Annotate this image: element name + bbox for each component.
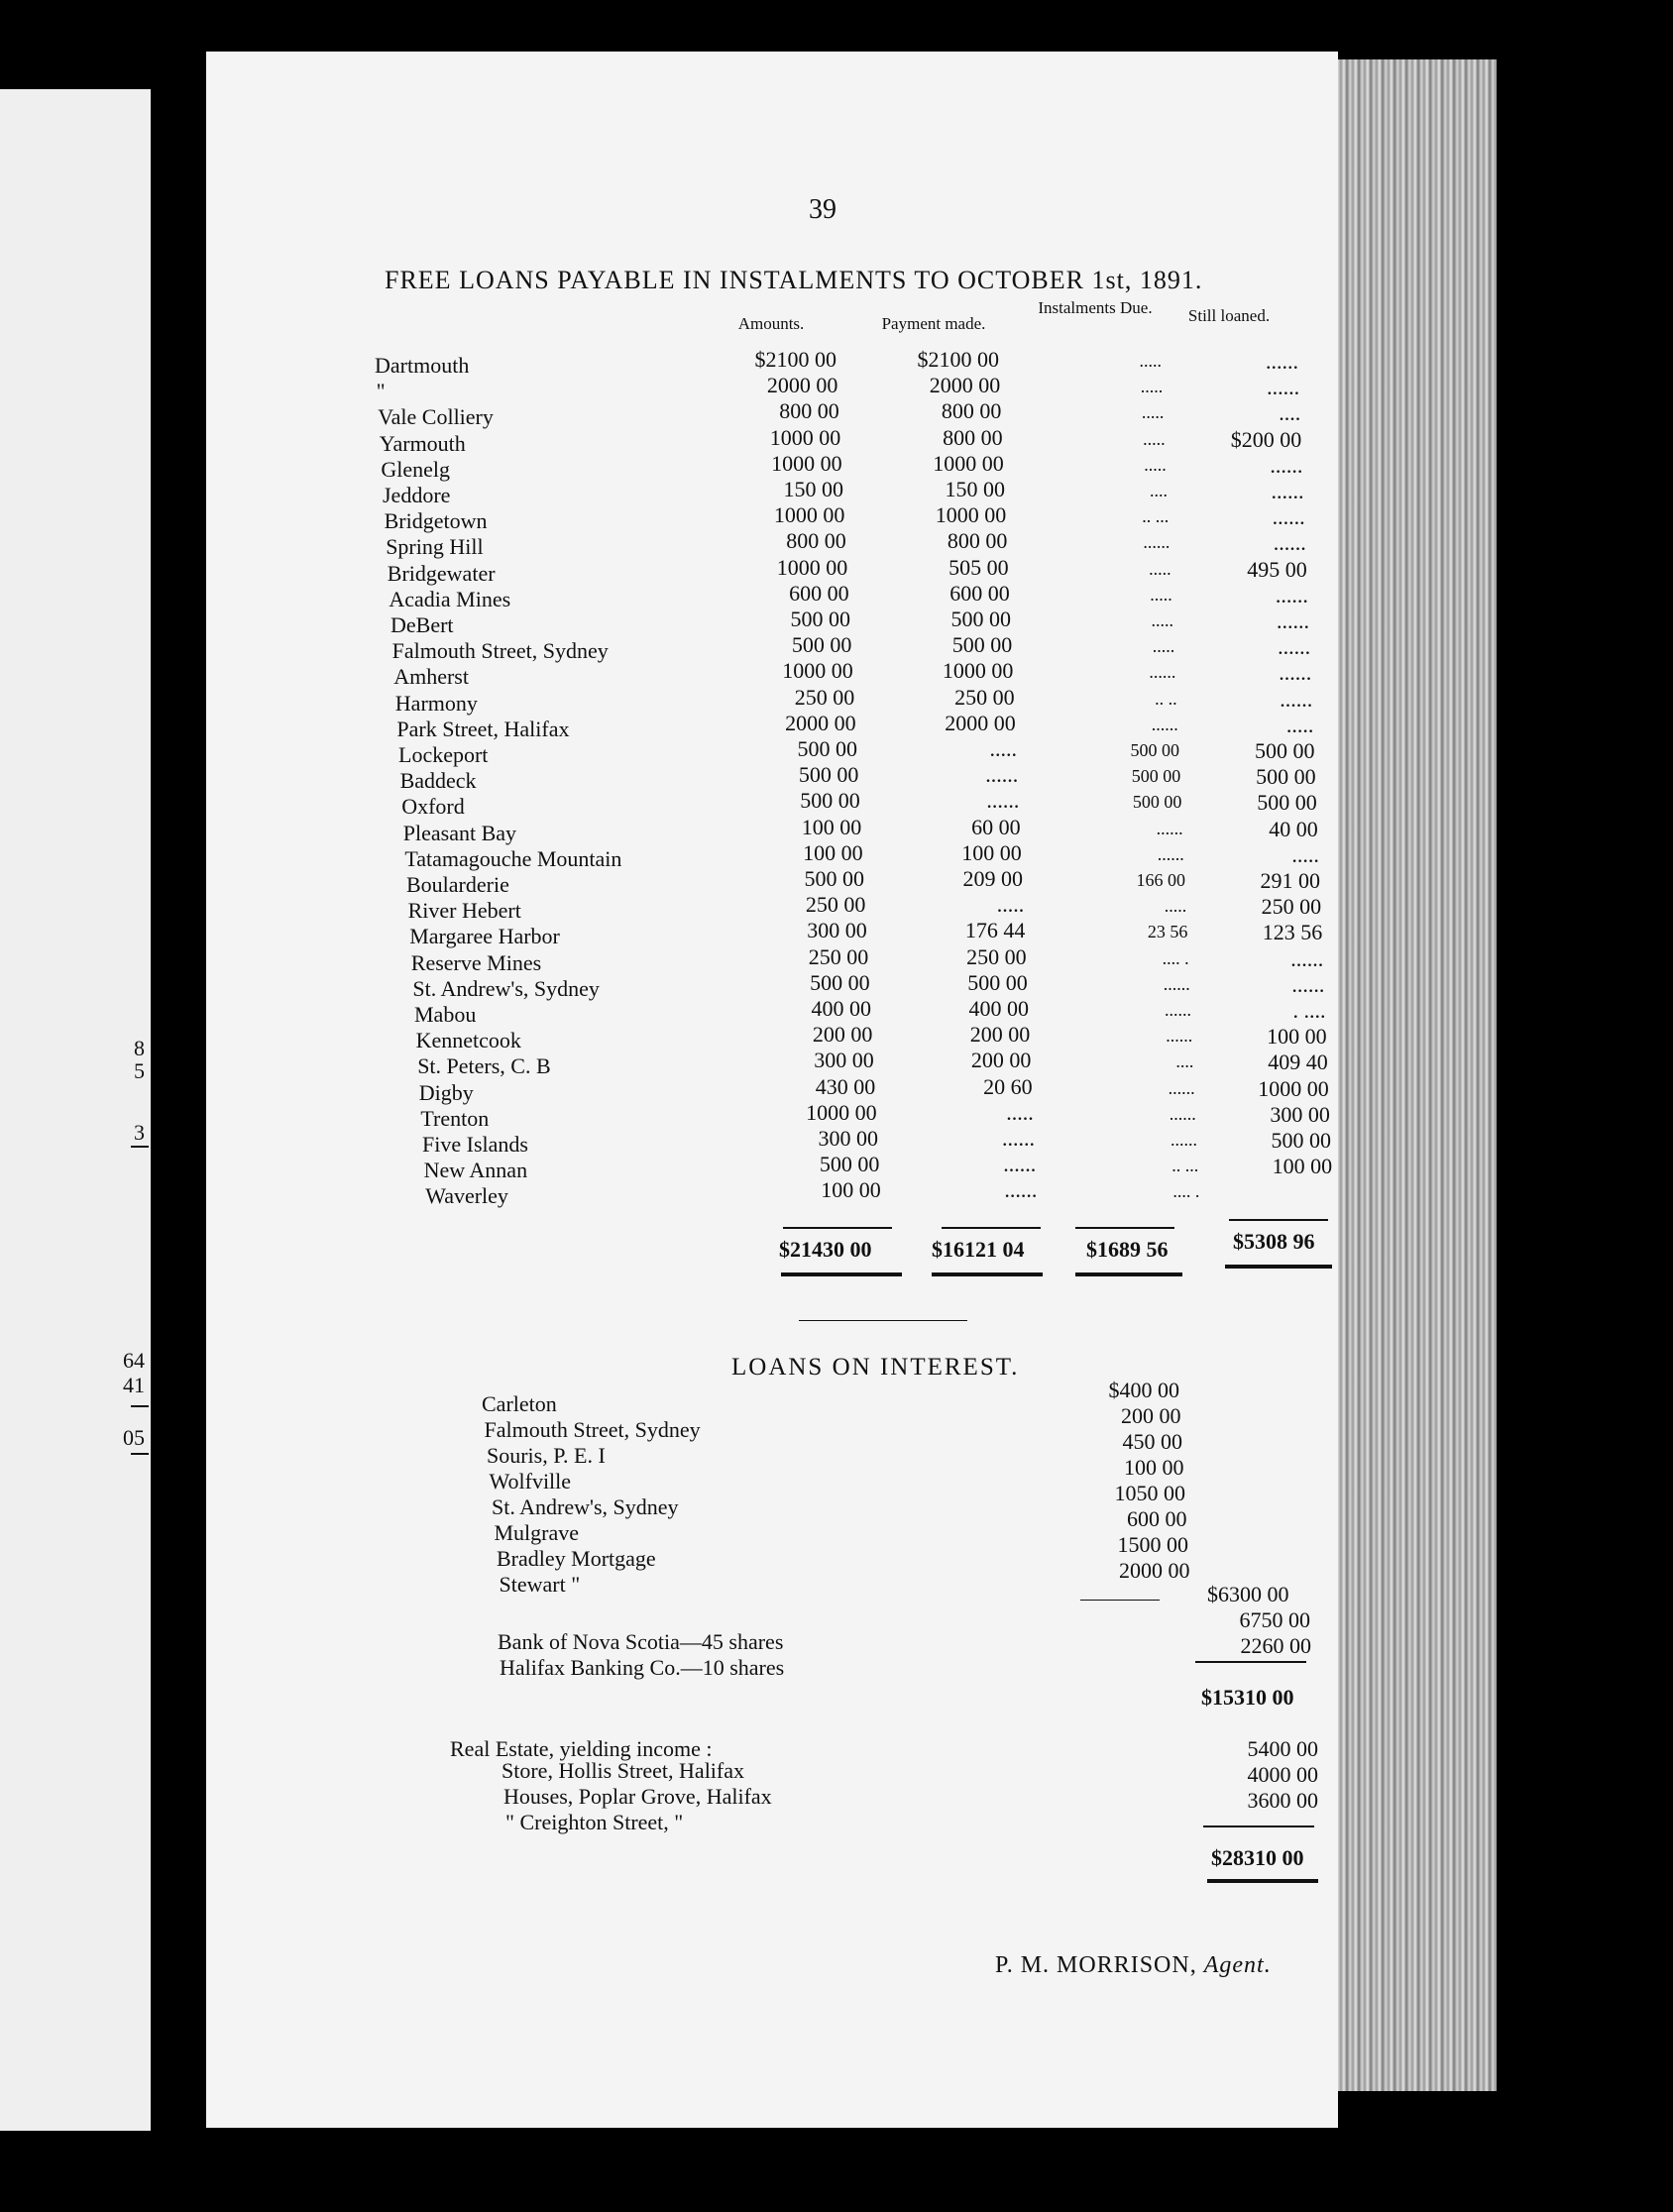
page-number: 39 — [809, 194, 836, 225]
loan-name: Tatamagouche Mountain — [404, 845, 622, 871]
amount-cell: 430 00 — [815, 1073, 876, 1099]
loan-name: Mabou — [414, 1002, 477, 1027]
payment-cell: ...... — [1003, 1152, 1037, 1177]
amount-cell: 1000 00 — [773, 502, 845, 528]
still-loaned-cell: 300 00 — [1270, 1101, 1330, 1127]
payment-cell: 200 00 — [969, 1022, 1031, 1048]
payment-cell: 800 00 — [947, 528, 1008, 554]
payment-cell: 250 00 — [966, 943, 1027, 969]
still-loaned-cell: . .... — [1292, 998, 1326, 1023]
header-instalments-due: Instalments Due. — [1038, 298, 1153, 317]
amount-cell: 200 00 — [812, 1022, 873, 1048]
payment-cell: ...... — [1004, 1177, 1038, 1203]
still-loaned-cell: 500 00 — [1271, 1128, 1331, 1153]
still-loaned-cell: 500 00 — [1256, 764, 1316, 790]
payment-cell: 100 00 — [961, 839, 1022, 865]
still-loaned-cell: 500 00 — [1257, 790, 1317, 816]
instalment-cell: ..... — [1164, 896, 1187, 917]
still-loaned-cell — [1224, 1179, 1333, 1205]
instalment-cell: ..... — [1149, 558, 1171, 579]
margin-number: 3 — [134, 1120, 145, 1145]
still-loaned-cell: ...... — [1272, 504, 1305, 530]
still-loaned-cell: $200 00 — [1230, 426, 1302, 452]
share-name: Bank of Nova Scotia—45 shares — [498, 1629, 784, 1654]
still-loaned-cell: 123 56 — [1262, 920, 1323, 945]
book-page-edges — [1338, 59, 1497, 2091]
instalment-cell: ...... — [1166, 1026, 1193, 1047]
payment-cell: 1000 00 — [933, 450, 1004, 476]
loan-name: Lockeport — [398, 742, 489, 767]
amount-cell: 500 00 — [791, 632, 852, 658]
loan-name: Vale Colliery — [378, 404, 494, 430]
amount-cell: 500 00 — [804, 866, 864, 891]
amount-cell: 2000 00 — [785, 710, 856, 735]
still-loaned-cell: ...... — [1270, 452, 1303, 478]
still-loaned-cell: 100 00 — [1267, 1024, 1327, 1050]
signature — [995, 1952, 1272, 1979]
loan-name: Boularderie — [406, 872, 509, 897]
still-loaned-cell: 409 40 — [1268, 1050, 1328, 1075]
instalment-cell: ...... — [1165, 1000, 1191, 1020]
grand-total: $28310 00 — [1211, 1845, 1304, 1870]
real-estate-amount: 3600 00 — [1247, 1788, 1318, 1813]
payment-cell: 1000 00 — [935, 502, 1007, 528]
loan-name: " — [376, 379, 386, 404]
margin-number: 41 — [123, 1373, 145, 1397]
loan-name: Baddeck — [399, 768, 477, 794]
amount-cell: 1000 00 — [782, 658, 853, 684]
amount-cell: 250 00 — [808, 943, 869, 969]
interest-loan-amount: 1050 00 — [1114, 1481, 1185, 1505]
interest-loan-amount: 200 00 — [1121, 1403, 1181, 1428]
payment-cell: ...... — [986, 788, 1020, 814]
loan-name: Dartmouth — [375, 353, 470, 378]
still-loaned-cell: ...... — [1266, 349, 1298, 374]
payment-cell: 150 00 — [945, 477, 1005, 501]
instalment-cell: ..... — [1150, 584, 1172, 605]
total-amounts: $21430 00 — [779, 1237, 872, 1262]
page-title: FREE LOANS PAYABLE IN INSTALMENTS TO OCTOBER 1st, 1891. — [385, 266, 1203, 294]
instalment-cell: ..... — [1141, 402, 1165, 423]
instalment-cell: .... . — [1162, 947, 1189, 968]
payment-cell: ..... — [989, 736, 1017, 761]
loan-name: Waverley — [425, 1183, 508, 1209]
loan-name: Bridgetown — [384, 508, 488, 534]
margin-number: 5 — [134, 1058, 145, 1083]
payment-cell: 2000 00 — [945, 710, 1016, 735]
instalment-cell: .. .. — [1155, 688, 1177, 709]
interest-loan-name: Carleton — [482, 1391, 557, 1416]
header-still-loaned: Still loaned. — [1187, 306, 1271, 325]
still-loaned-cell: ...... — [1271, 479, 1304, 503]
payment-cell: 1000 00 — [942, 658, 1014, 684]
still-loaned-cell: ...... — [1291, 971, 1325, 997]
loan-name: St. Andrew's, Sydney — [412, 975, 600, 1001]
amount-cell: 500 00 — [798, 762, 859, 788]
amount-cell: 250 00 — [805, 892, 866, 918]
amount-cell: 500 00 — [797, 736, 857, 761]
amount-cell: 250 00 — [794, 684, 855, 710]
amount-cell: 1000 00 — [771, 450, 842, 476]
loan-name: DeBert — [390, 612, 454, 637]
payment-cell: 500 00 — [951, 632, 1013, 658]
still-loaned-cell: ...... — [1275, 582, 1308, 608]
loan-name: Spring Hill — [386, 534, 484, 560]
instalment-cell: ...... — [1171, 1130, 1197, 1150]
payment-cell: ..... — [996, 892, 1025, 918]
interest-loan-amount: 1500 00 — [1117, 1532, 1188, 1557]
payment-cell: ...... — [985, 762, 1019, 788]
payment-cell: 20 60 — [983, 1073, 1033, 1099]
still-loaned-cell: ...... — [1273, 530, 1306, 556]
payment-cell: 60 00 — [971, 814, 1021, 839]
total-instalments-due: $1689 56 — [1086, 1237, 1169, 1262]
loan-name: Harmony — [394, 690, 478, 716]
payment-cell: 600 00 — [949, 580, 1010, 606]
instalment-cell: 500 00 — [1131, 766, 1181, 787]
loan-name: Acadia Mines — [389, 586, 511, 611]
loan-name: Five Islands — [422, 1132, 528, 1157]
loan-name: Kennetcook — [415, 1028, 521, 1053]
still-loaned-cell: 495 00 — [1247, 556, 1307, 582]
amount-cell: 500 00 — [790, 607, 850, 631]
facing-page-edge — [0, 89, 151, 2131]
payment-cell: 209 00 — [962, 866, 1023, 891]
real-estate-amount: 5400 00 — [1247, 1736, 1318, 1761]
amount-cell: 500 00 — [819, 1152, 880, 1177]
instalment-cell: .. ... — [1142, 506, 1170, 527]
payment-cell: 800 00 — [941, 398, 1002, 424]
instalment-cell: 23 56 — [1147, 922, 1188, 942]
amount-cell: 400 00 — [811, 996, 871, 1021]
amount-cell: 300 00 — [807, 918, 867, 943]
instalment-cell: ...... — [1156, 818, 1183, 838]
loan-name: Falmouth Street, Sydney — [391, 638, 609, 664]
shares-total: $15310 00 — [1201, 1685, 1294, 1710]
still-loaned-cell: .... — [1279, 400, 1301, 426]
interest-subtotal: $6300 00 — [1207, 1582, 1289, 1606]
still-loaned-cell: ...... — [1290, 945, 1324, 971]
amount-cell: 150 00 — [783, 477, 843, 501]
still-loaned-cell: 40 00 — [1269, 816, 1318, 841]
amount-cell: 100 00 — [803, 839, 863, 865]
instalment-cell: ...... — [1151, 714, 1178, 734]
instalment-cell: .... — [1150, 481, 1168, 500]
loan-name: Trenton — [420, 1105, 490, 1131]
still-loaned-cell: ...... — [1280, 686, 1313, 712]
interest-section-title: LOANS ON INTEREST. — [731, 1354, 1020, 1381]
margin-number: 64 — [123, 1348, 145, 1373]
still-loaned-cell: ..... — [1285, 712, 1314, 737]
share-name: Halifax Banking Co.—10 shares — [500, 1655, 785, 1680]
instalment-cell: ..... — [1151, 610, 1173, 630]
real-estate-name: Houses, Poplar Grove, Halifax — [503, 1784, 772, 1809]
payment-cell: $2100 00 — [917, 347, 999, 372]
loan-name: Digby — [418, 1079, 474, 1105]
loan-name: New Annan — [423, 1158, 528, 1183]
instalment-cell: ..... — [1144, 454, 1167, 475]
share-amount: 2260 00 — [1240, 1633, 1311, 1658]
still-loaned-cell: ...... — [1279, 660, 1312, 686]
still-loaned-cell: 1000 00 — [1258, 1075, 1329, 1101]
amount-cell: $2100 00 — [754, 347, 836, 372]
instalment-cell: .... — [1175, 1051, 1194, 1072]
payment-cell: 250 00 — [954, 684, 1015, 710]
loan-name: Park Street, Halifax — [396, 716, 570, 741]
amount-cell: 1000 00 — [806, 1099, 877, 1125]
still-loaned-cell: 250 00 — [1261, 894, 1322, 920]
interest-loan-name: Souris, P. E. I — [487, 1443, 606, 1468]
loan-name: Bridgewater — [387, 560, 496, 586]
still-loaned-cell: 500 00 — [1255, 738, 1315, 763]
amount-cell: 500 00 — [810, 969, 870, 995]
instalment-cell: 166 00 — [1136, 870, 1185, 890]
loan-name: Yarmouth — [379, 430, 466, 456]
still-loaned-cell: ..... — [1291, 841, 1319, 867]
interest-loan-name: Bradley Mortgage — [497, 1546, 656, 1571]
share-amount: 6750 00 — [1239, 1607, 1310, 1632]
instalment-cell: ...... — [1143, 532, 1171, 553]
still-loaned-cell: 291 00 — [1260, 868, 1320, 893]
amount-cell: 600 00 — [789, 580, 849, 606]
margin-number: 8 — [134, 1036, 145, 1060]
loan-name: Oxford — [401, 794, 465, 820]
instalment-cell: 500 00 — [1132, 792, 1182, 813]
amount-cell: 100 00 — [801, 814, 862, 839]
amount-cell: 500 00 — [800, 788, 860, 814]
real-estate-heading: Real Estate, yielding income : — [450, 1736, 713, 1761]
interest-loan-name: St. Andrew's, Sydney — [492, 1494, 679, 1519]
interest-loan-amount: 100 00 — [1124, 1455, 1184, 1480]
still-loaned-cell: 100 00 — [1272, 1154, 1333, 1179]
amount-cell: 2000 00 — [766, 373, 838, 398]
loan-name: Margaree Harbor — [409, 924, 560, 949]
instalment-cell: 500 00 — [1130, 740, 1179, 760]
loan-name: Reserve Mines — [410, 949, 542, 975]
loan-name: Glenelg — [381, 456, 451, 482]
header-amounts: Amounts. — [737, 314, 805, 333]
signature-role: Agent. — [1203, 1952, 1272, 1978]
payment-cell: 400 00 — [968, 996, 1029, 1021]
payment-cell: ...... — [1002, 1126, 1035, 1151]
loan-name: St. Peters, C. B — [417, 1053, 551, 1079]
still-loaned-cell: ...... — [1277, 608, 1309, 633]
interest-loan-name: Mulgrave — [494, 1520, 580, 1545]
real-estate-name: " Creighton Street, " — [505, 1810, 684, 1834]
payment-cell: 505 00 — [948, 554, 1009, 580]
real-estate-name: Store, Hollis Street, Halifax — [502, 1758, 745, 1783]
instalment-cell: ..... — [1140, 377, 1164, 397]
instalment-cell: ..... — [1139, 351, 1162, 371]
instalment-cell: ...... — [1163, 973, 1190, 994]
interest-loan-name: Stewart " — [499, 1572, 581, 1597]
amount-cell: 1000 00 — [769, 424, 841, 450]
interest-loan-amount: 2000 00 — [1119, 1558, 1190, 1583]
instalment-cell: ...... — [1149, 662, 1176, 683]
instalment-cell: .. ... — [1171, 1156, 1199, 1176]
loan-name: Amherst — [393, 664, 469, 690]
interest-loan-amount: 600 00 — [1127, 1506, 1187, 1531]
loan-name: River Hebert — [407, 898, 521, 924]
still-loaned-cell: ...... — [1267, 375, 1300, 400]
instalment-cell: ...... — [1157, 843, 1184, 864]
real-estate-amount: 4000 00 — [1247, 1762, 1318, 1787]
amount-cell: 800 00 — [786, 528, 846, 554]
interest-loan-name: Wolfville — [489, 1469, 572, 1493]
total-still-loaned: $5308 96 — [1233, 1229, 1315, 1254]
signature-name: P. M. MORRISON, — [995, 1952, 1197, 1978]
instalment-cell: ...... — [1169, 1103, 1196, 1124]
payment-cell: 176 44 — [964, 918, 1026, 943]
interest-loan-name: Falmouth Street, Sydney — [484, 1417, 701, 1442]
payment-cell: 500 00 — [967, 969, 1028, 995]
payment-cell: ..... — [1006, 1099, 1034, 1125]
loan-name: Pleasant Bay — [402, 820, 517, 845]
interest-loan-amount: 450 00 — [1122, 1429, 1182, 1454]
amount-cell: 100 00 — [821, 1177, 881, 1203]
payment-cell: 2000 00 — [929, 373, 1001, 398]
payment-cell: 500 00 — [950, 607, 1011, 631]
instalment-cell: ..... — [1152, 636, 1175, 657]
loan-name: Jeddore — [383, 483, 451, 507]
payment-cell: 800 00 — [943, 424, 1003, 450]
amount-cell: 300 00 — [818, 1126, 878, 1151]
payment-cell: 200 00 — [970, 1048, 1032, 1073]
instalment-cell: ..... — [1143, 428, 1166, 449]
total-payment-made: $16121 04 — [932, 1237, 1025, 1262]
amount-cell: 1000 00 — [776, 554, 848, 580]
instalment-cell: .... . — [1172, 1181, 1200, 1202]
interest-loan-amount: $400 00 — [1108, 1378, 1179, 1402]
instalment-cell: ...... — [1168, 1077, 1195, 1098]
margin-number: 05 — [123, 1425, 145, 1450]
amount-cell: 800 00 — [779, 398, 839, 424]
amount-cell: 300 00 — [814, 1048, 874, 1073]
header-payment-made: Payment made. — [881, 314, 986, 333]
still-loaned-cell: ...... — [1278, 634, 1311, 660]
